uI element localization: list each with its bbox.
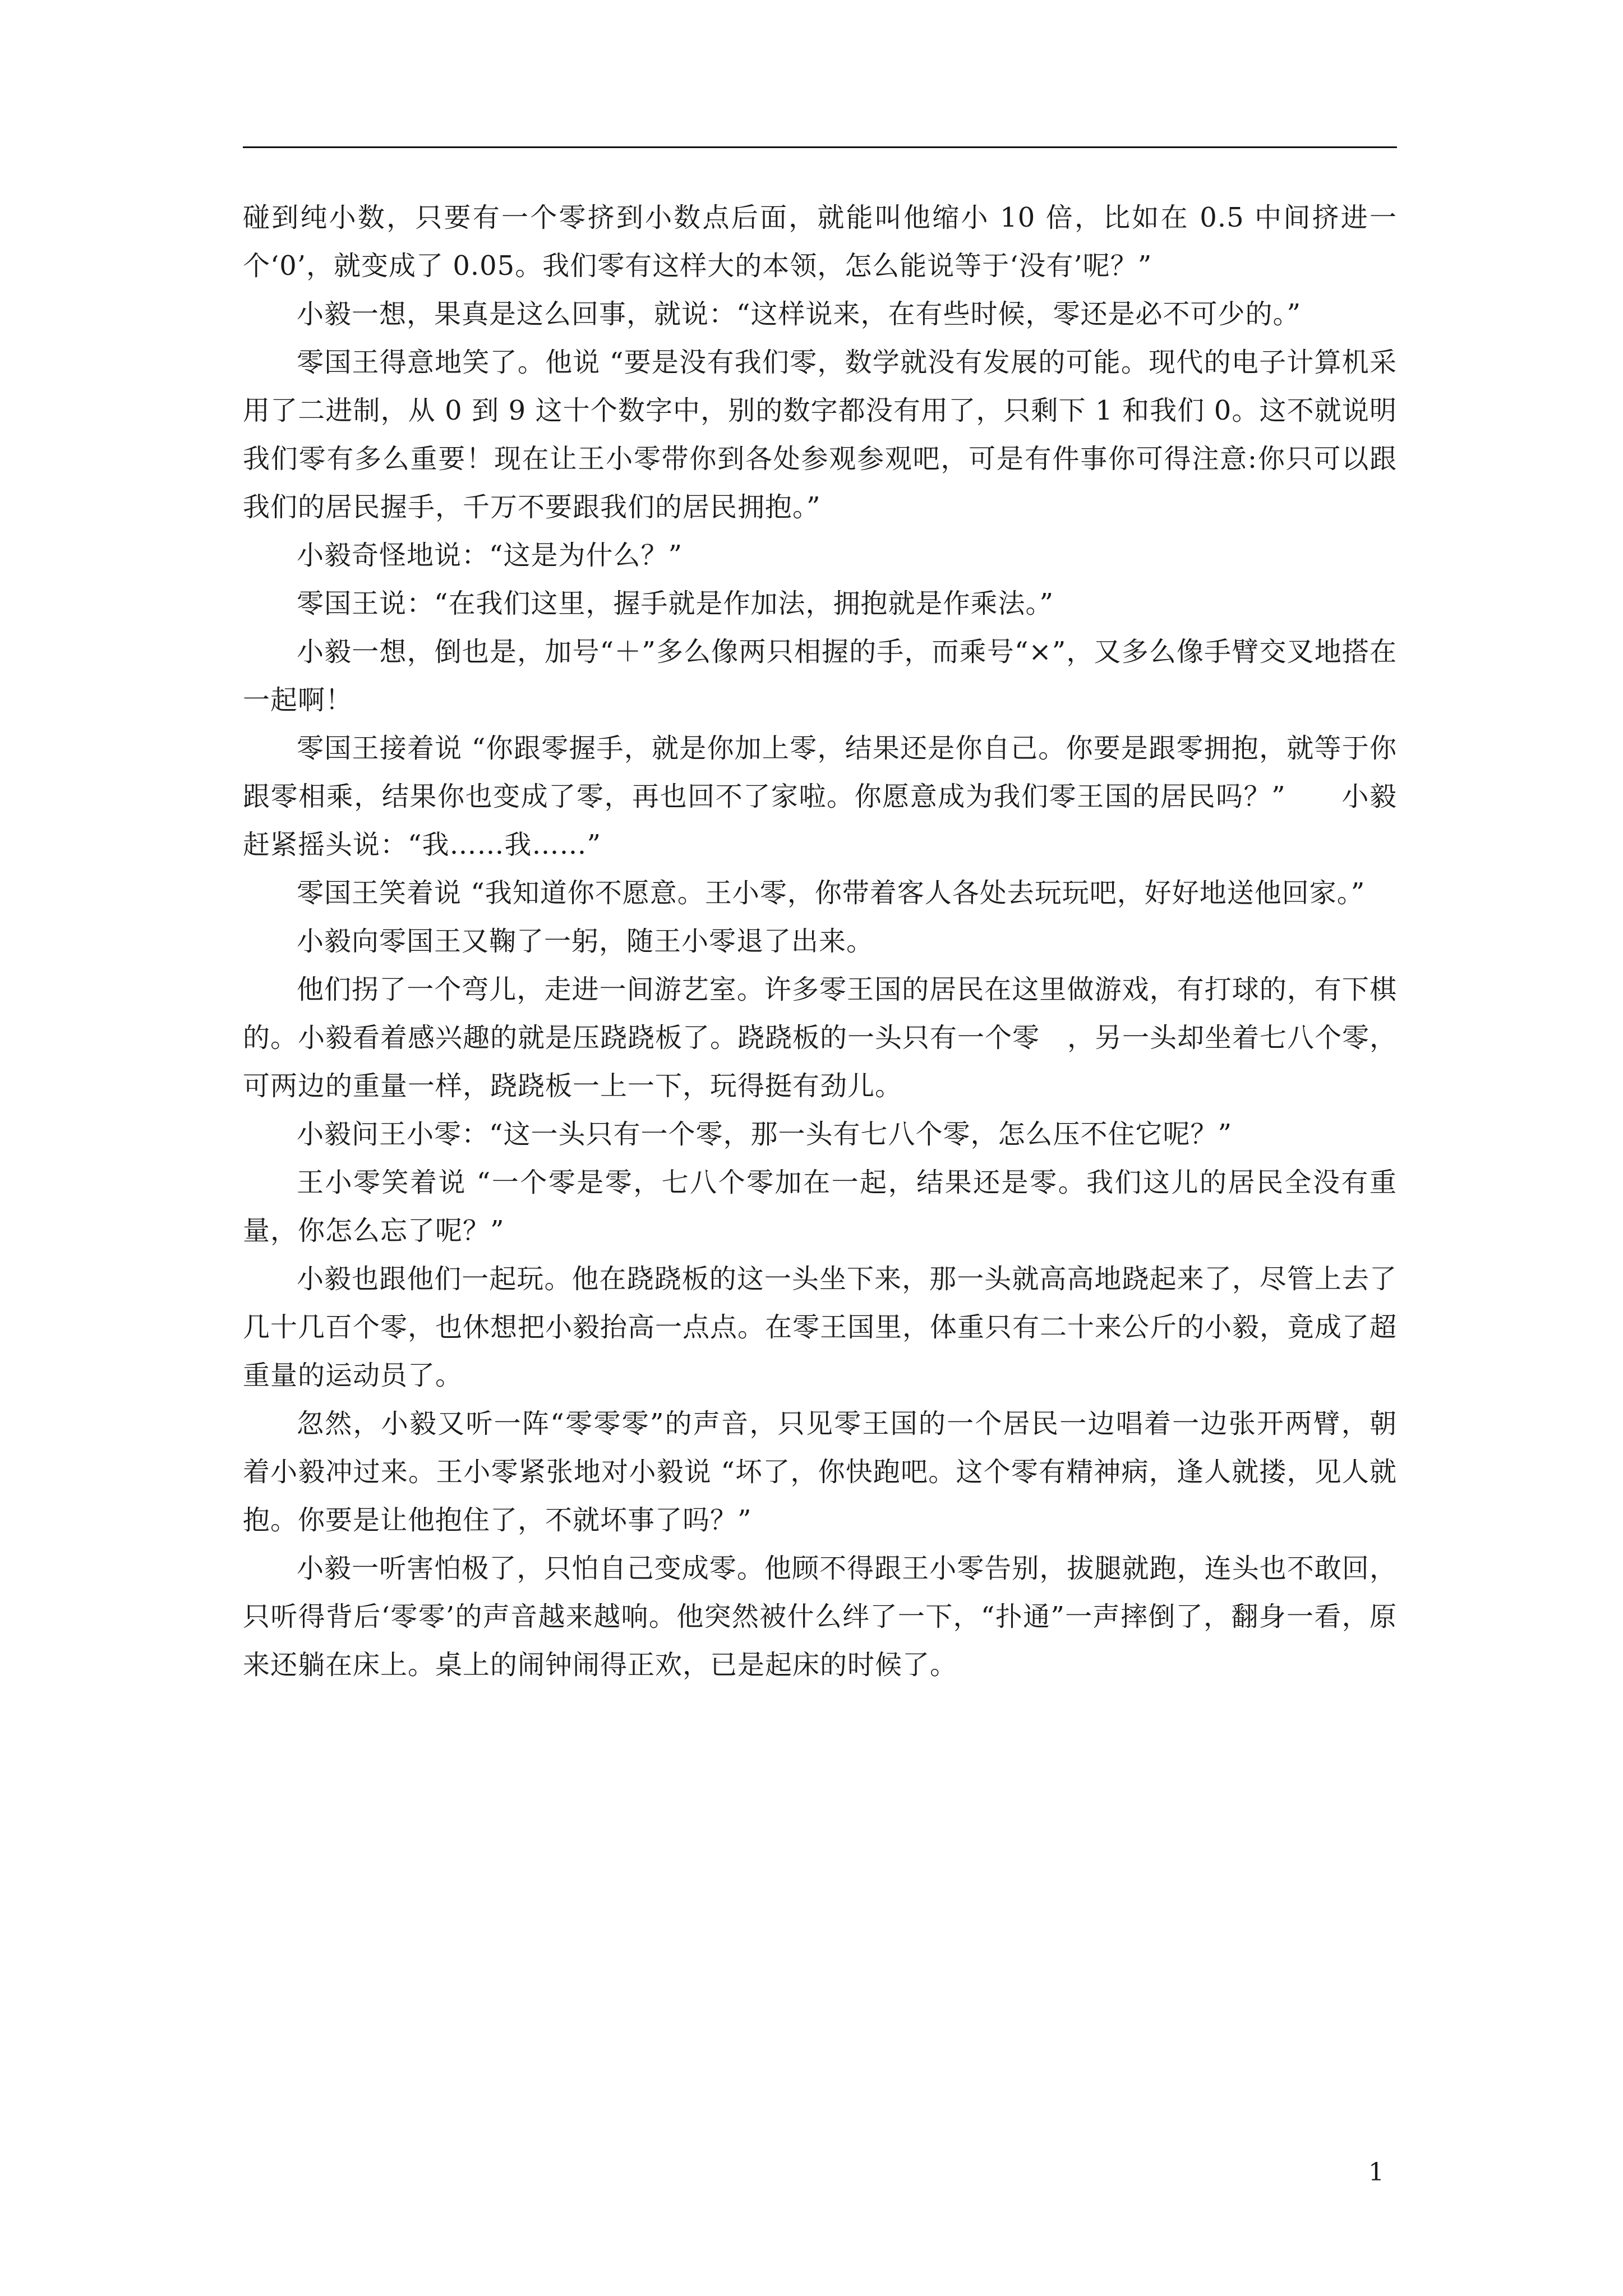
paragraph: 忽然，小毅又听一阵“零零零”的声音，只见零王国的一个居民一边唱着一边张开两臂，朝着小毅冲过来。王小零紧张地对小毅说 “坏了，你快跑吧。这个零有精神病，逢人就搂，见人就抱。你要是让他抱住了，不就坏事了吗？” bbox=[243, 1408, 1397, 1536]
paragraph: 小毅一想，倒也是，加号“＋”多么像两只相握的手，而乘号“×”，又多么像手臂交叉地搭在一起啊！ bbox=[243, 636, 1397, 716]
body-text bbox=[243, 194, 1397, 1689]
paragraph: 他们拐了一个弯儿，走进一间游艺室。许多零王国的居民在这里做游戏，有打球的，有下棋的。小毅看着感兴趣的就是压跷跷板了。跷跷板的一头只有一个零 ，另一头却坐着七八个零，可两边的重量一样，跷跷板一上一下，玩得挺有劲儿。 bbox=[243, 974, 1398, 1102]
paragraph: 小毅一想，果真是这么回事，就说：“这样说来，在有些时候，零还是必不可少的。” bbox=[297, 298, 1302, 330]
paragraph: 小毅一听害怕极了，只怕自己变成零。他顾不得跟王小零告别，拔腿就跑，连头也不敢回，只听得背后‘零零’的声音越来越响。他突然被什么绊了一下，“扑通”一声摔倒了，翻身一看，原来还躺在床上。桌上的闹钟闹得正欢，已是起床的时候了。 bbox=[243, 1553, 1397, 1681]
header-rule bbox=[243, 146, 1397, 148]
paragraph: 零国王说：“在我们这里，握手就是作加法，拥抱就是作乘法。” bbox=[297, 588, 1054, 619]
paragraph: 碰到纯小数，只要有一个零挤到小数点后面，就能叫他缩小 10 倍，比如在 0.5 中间挤进一个‘0’，就变成了 0.05。我们零有这样大的本领，怎么能说等于‘没有’呢？” bbox=[243, 202, 1397, 282]
paragraph: 小毅奇怪地说：“这是为什么？” bbox=[297, 540, 683, 571]
paragraph: 小毅向零国王又鞠了一躬，随王小零退了出来。 bbox=[297, 926, 874, 957]
paragraph: 零国王笑着说 “我知道你不愿意。王小零，你带着客人各处去玩玩吧，好好地送他回家。” bbox=[297, 877, 1366, 909]
paragraph: 小毅也跟他们一起玩。他在跷跷板的这一头坐下来，那一头就高高地跷起来了，尽管上去了几十几百个零，也休想把小毅抬高一点点。在零王国里，体重只有二十来公斤的小毅，竟成了超重量的运动员了。 bbox=[243, 1263, 1398, 1391]
paragraph: 小毅问王小零：“这一头只有一个零，那一头有七八个零，怎么压不住它呢？” bbox=[297, 1119, 1233, 1150]
paragraph: 零国王接着说 “你跟零握手，就是你加上零，结果还是你自己。你要是跟零拥抱，就等于你跟零相乘，结果你也变成了零，再也回不了家啦。你愿意成为我们零王国的居民吗？” 小毅赶紧摇头说：“我……我……” bbox=[243, 733, 1397, 861]
paragraph: 零国王得意地笑了。他说 “要是没有我们零，数学就没有发展的可能。现代的电子计算机采用了二进制，从 0 到 9 这十个数字中，别的数字都没有用了，只剩下 1 和我们 0。这不就说明我们零有多么重要！现在让王小零带你到各处参观参观吧，可是有件事你可得注意:你只可以跟我们的居民握手，千万不要跟我们的居民拥抱。” bbox=[243, 347, 1397, 523]
paragraph: 王小零笑着说 “一个零是零，七八个零加在一起，结果还是零。我们这儿的居民全没有重量，你怎么忘了呢？” bbox=[243, 1167, 1397, 1246]
page-number: 1 bbox=[1368, 2158, 1384, 2187]
